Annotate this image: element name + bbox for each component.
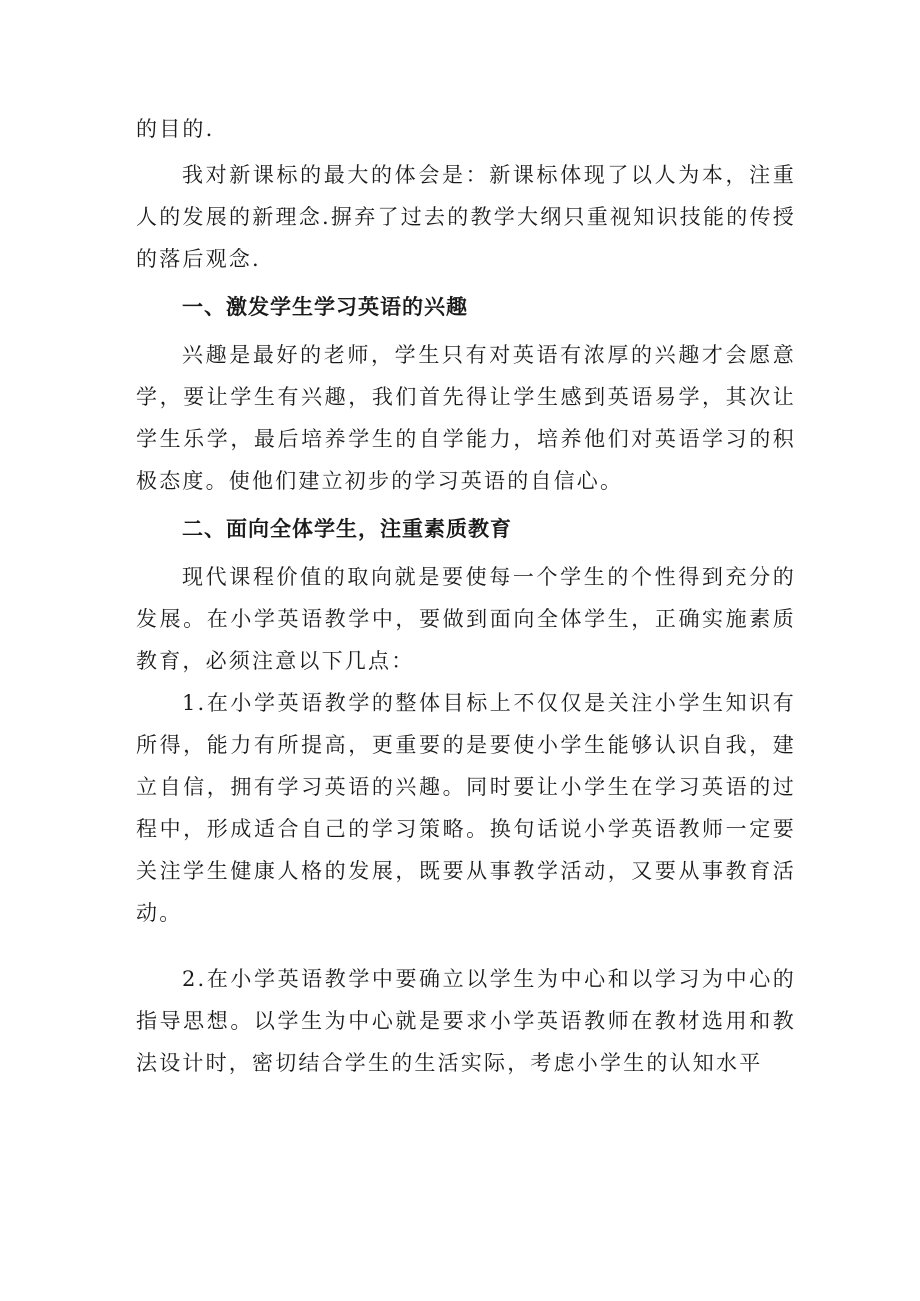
document-page (136, 108, 796, 1084)
paragraph-point-2: 2.在小学英语教学中要确立以学生为中心和以学习为中心的指导思想。以学生为中心就是要求小学英语教师在教材选用和教法设计时，密切结合学生的生活实际，考虑小学生的认知水平 (136, 967, 796, 1075)
paragraph-interest: 兴趣是最好的老师，学生只有对英语有浓厚的兴趣才会愿意学，要让学生有兴趣，我们首先得让学生感到英语易学，其次让学生乐学，最后培养学生的自学能力，培养他们对英语学习的积极态度。使他们建立初步的学习英语的自信心。 (136, 343, 796, 493)
heading-section-2: 二、面向全体学生，注重素质教育 (182, 517, 512, 541)
paragraph-curriculum-value: 现代课程价值的取向就是要使每一个学生的个性得到充分的发展。在小学英语教学中，要做到面向全体学生，正确实施素质教育，必须注意以下几点： (136, 565, 796, 673)
paragraph-continuation: 的目的. (136, 117, 215, 141)
heading-section-1: 一、激发学生学习英语的兴趣 (182, 295, 468, 319)
paragraph-point-1: 1.在小学英语教学的整体目标上不仅仅是关注小学生知识有所得，能力有所提高，更重要的是要使小学生能够认识自我，建立自信，拥有学习英语的兴趣。同时要让小学生在学习英语的过程中，形成适合自己的学习策略。换句话说小学英语教师一定要关注学生健康人格的发展，既要从事教学活动，又要从事教育活动。 (136, 691, 796, 925)
paragraph-new-curriculum: 我对新课标的最大的体会是：新课标体现了以人为本，注重人的发展的新理念.摒弃了过去的教学大纲只重视知识技能的传授的落后观念. (136, 163, 796, 271)
